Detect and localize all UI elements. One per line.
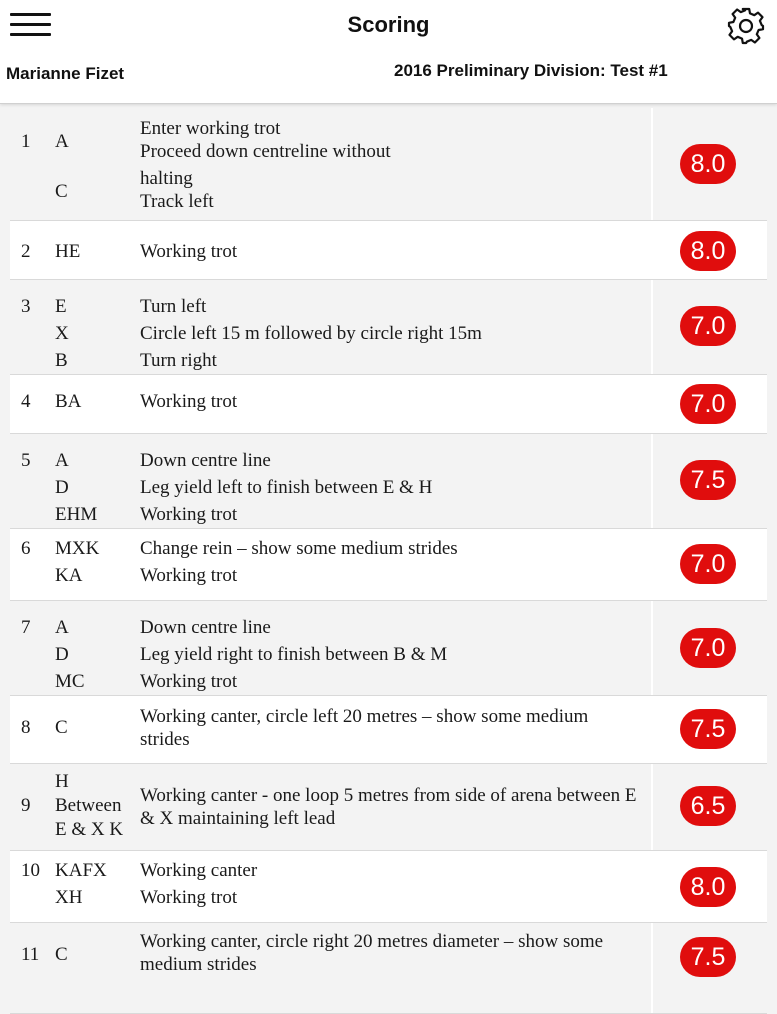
- score-cell: [651, 529, 767, 600]
- score-cell: [651, 108, 767, 220]
- score-cell: [651, 221, 767, 279]
- arena-letters: KA: [55, 565, 83, 586]
- movement-row: [10, 375, 767, 434]
- movement-row: [10, 434, 767, 529]
- score-cell: [651, 923, 767, 1013]
- rider-name: Marianne Fizet: [6, 64, 125, 83]
- arena-letters: A: [55, 131, 69, 152]
- movement-row: [10, 923, 767, 1014]
- movement-number: 10: [21, 860, 40, 881]
- score-cell: [651, 434, 767, 528]
- arena-letters: A: [55, 450, 69, 471]
- arena-letters: A: [55, 617, 69, 638]
- score-cell: [651, 764, 767, 850]
- score-cell: [651, 696, 767, 763]
- arena-letters: MC: [55, 671, 85, 692]
- movement-description: Turn right: [140, 350, 217, 371]
- score-button[interactable]: 7.0: [680, 628, 736, 668]
- movement-description: strides: [140, 729, 190, 750]
- movement-description: Track left: [140, 191, 214, 212]
- page-title: Scoring: [347, 12, 430, 37]
- arena-letters: BA: [55, 391, 82, 412]
- score-button[interactable]: 8.0: [680, 231, 736, 271]
- arena-letters: XH: [55, 887, 83, 908]
- arena-letters: Between: [55, 795, 122, 816]
- movement-description: Down centre line: [140, 617, 271, 638]
- movement-row: [10, 280, 767, 375]
- movement-description: Working canter: [140, 860, 258, 881]
- arena-letters: X: [55, 323, 69, 344]
- arena-letters: KAFX: [55, 860, 107, 881]
- movement-description: Working canter - one loop 5 metres from side of arena between E: [140, 785, 637, 806]
- test-name: 2016 Preliminary Division: Test #1: [394, 61, 668, 80]
- movement-description: Leg yield left to finish between E & H: [140, 477, 433, 498]
- score-button[interactable]: 7.5: [680, 460, 736, 500]
- arena-letters: D: [55, 644, 69, 665]
- movement-description: halting: [140, 168, 193, 189]
- movement-number: 1: [21, 131, 31, 152]
- movement-row: [10, 851, 767, 923]
- movement-description: Working trot: [140, 671, 238, 692]
- movement-number: 4: [21, 391, 31, 412]
- score-cell: [651, 375, 767, 433]
- top-bar: [0, 0, 777, 104]
- movement-number: 7: [21, 617, 31, 638]
- arena-letters: D: [55, 477, 69, 498]
- score-button[interactable]: 7.0: [680, 384, 736, 424]
- movement-description: Working trot: [140, 887, 238, 908]
- movement-description: Working canter, circle left 20 metres – show some medium: [140, 706, 589, 727]
- score-button[interactable]: 7.0: [680, 544, 736, 584]
- score-button[interactable]: 7.5: [680, 709, 736, 749]
- movement-row: [10, 529, 767, 601]
- movement-description: Turn left: [140, 296, 207, 317]
- movement-number: 5: [21, 450, 31, 471]
- movement-row: [10, 764, 767, 851]
- arena-letters: C: [55, 944, 68, 965]
- movement-description: Down centre line: [140, 450, 271, 471]
- score-cell: [651, 601, 767, 695]
- movement-description: Working trot: [140, 391, 238, 412]
- movement-description: Circle left 15 m followed by circle right 15m: [140, 323, 482, 344]
- arena-letters: MXK: [55, 538, 100, 559]
- movement-row: [10, 108, 767, 221]
- score-button[interactable]: 6.5: [680, 786, 736, 826]
- score-button[interactable]: 8.0: [680, 144, 736, 184]
- movement-number: 6: [21, 538, 31, 559]
- movement-description: Change rein – show some medium strides: [140, 538, 458, 559]
- movement-row: [10, 601, 767, 696]
- movement-description: Working trot: [140, 565, 238, 586]
- movement-number: 11: [21, 944, 40, 965]
- movement-number: 8: [21, 717, 31, 738]
- arena-letters: C: [55, 181, 68, 202]
- arena-letters: EHM: [55, 504, 98, 525]
- movement-description: & X maintaining left lead: [140, 808, 336, 829]
- arena-letters: H: [55, 771, 69, 792]
- movement-row: [10, 221, 767, 280]
- arena-letters: E: [55, 296, 67, 317]
- arena-letters: C: [55, 717, 68, 738]
- arena-letters: B: [55, 350, 68, 371]
- movement-description: medium strides: [140, 954, 257, 975]
- score-button[interactable]: 7.5: [680, 937, 736, 977]
- movement-list[interactable]: [10, 108, 767, 975]
- score-cell: [651, 851, 767, 922]
- gear-icon[interactable]: [726, 6, 766, 46]
- arena-letters: HE: [55, 241, 81, 262]
- score-button[interactable]: 8.0: [680, 867, 736, 907]
- score-cell: [651, 280, 767, 374]
- movement-description: Working canter, circle right 20 metres diameter – show some: [140, 931, 604, 952]
- movement-description: Proceed down centreline without: [140, 141, 391, 162]
- score-button[interactable]: 7.0: [680, 306, 736, 346]
- movement-number: 2: [21, 241, 31, 262]
- movement-description: Leg yield right to finish between B & M: [140, 644, 448, 665]
- arena-letters: E & X K: [55, 819, 124, 840]
- movement-description: Working trot: [140, 504, 238, 525]
- movement-row: [10, 696, 767, 764]
- movement-description: Enter working trot: [140, 118, 281, 139]
- movement-description: Working trot: [140, 241, 238, 262]
- movement-number: 9: [21, 795, 31, 816]
- movement-number: 3: [21, 296, 31, 317]
